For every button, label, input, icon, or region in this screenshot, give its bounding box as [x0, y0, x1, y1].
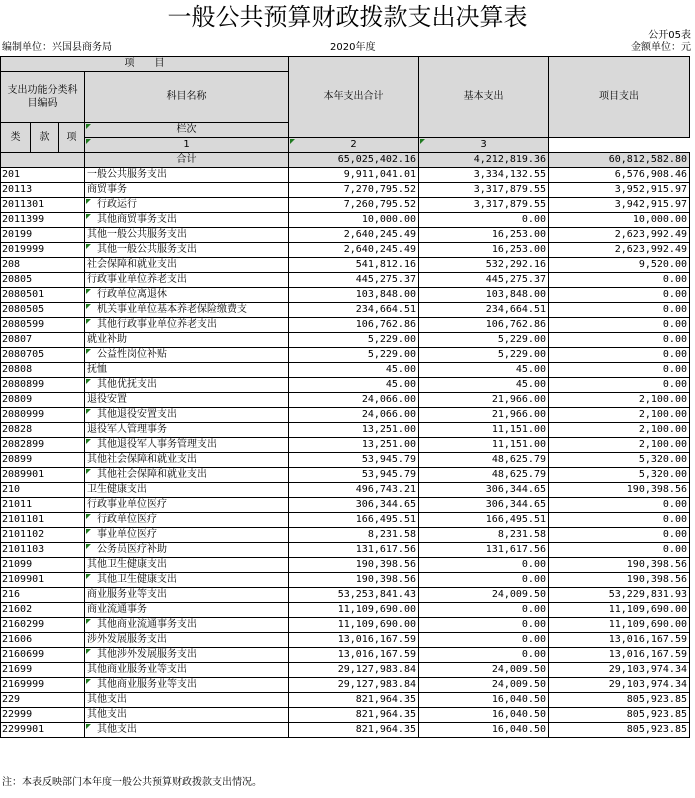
- table-row: [1, 468, 690, 483]
- header-xiang: 项: [59, 123, 85, 153]
- row-project: 2,100.00: [549, 438, 690, 453]
- row-basic: 16,253.00: [419, 243, 549, 258]
- header-subject-name: 科目名称: [85, 72, 289, 123]
- row-code: 20808: [1, 363, 85, 378]
- compiling-unit: 编制单位：兴国县商务局: [2, 42, 112, 53]
- table-row: [1, 453, 690, 468]
- table-row: [1, 333, 690, 348]
- row-subject-name: 其他行政事业单位养老支出: [85, 318, 289, 333]
- row-project: 3,952,915.97: [549, 183, 690, 198]
- row-total: 7,270,795.52: [289, 183, 419, 198]
- row-code: 210: [1, 483, 85, 498]
- header-col3-number: 3: [419, 138, 549, 153]
- row-code: 22999: [1, 708, 85, 723]
- row-total: 5,229.00: [289, 348, 419, 363]
- row-basic: 0.00: [419, 573, 549, 588]
- header-lei: 类: [1, 123, 31, 153]
- row-basic: 0.00: [419, 618, 549, 633]
- row-total: 5,229.00: [289, 333, 419, 348]
- row-project: 0.00: [549, 318, 690, 333]
- row-subject-name: 事业单位医疗: [85, 528, 289, 543]
- row-code: 21606: [1, 633, 85, 648]
- table-row: [1, 378, 690, 393]
- row-total: 10,000.00: [289, 213, 419, 228]
- row-project: 0.00: [549, 288, 690, 303]
- row-project: 0.00: [549, 333, 690, 348]
- table-row: [1, 723, 690, 738]
- header-kuan: 款: [31, 123, 59, 153]
- row-subject-name: 社会保障和就业支出: [85, 258, 289, 273]
- table-row: [1, 528, 690, 543]
- row-subject-name: 抚恤: [85, 363, 289, 378]
- row-code: 2080705: [1, 348, 85, 363]
- row-subject-name: 其他支出: [85, 693, 289, 708]
- row-project: 5,320.00: [549, 468, 690, 483]
- table-row: [1, 318, 690, 333]
- row-basic: 234,664.51: [419, 303, 549, 318]
- row-subject-name: 一般公共服务支出: [85, 168, 289, 183]
- row-total: 29,127,983.84: [289, 678, 419, 693]
- table-row: [1, 423, 690, 438]
- row-total: 106,762.86: [289, 318, 419, 333]
- row-subject-name: 行政运行: [85, 198, 289, 213]
- row-total: 2,640,245.49: [289, 243, 419, 258]
- row-project: 29,103,974.34: [549, 663, 690, 678]
- row-project: 2,100.00: [549, 393, 690, 408]
- header-col1-number: 1: [85, 138, 289, 153]
- table-row: [1, 633, 690, 648]
- row-basic: 445,275.37: [419, 273, 549, 288]
- table-row: [1, 483, 690, 498]
- row-code: 21011: [1, 498, 85, 513]
- row-total: 13,016,167.59: [289, 633, 419, 648]
- row-code: 2101101: [1, 513, 85, 528]
- row-basic: 24,009.50: [419, 678, 549, 693]
- row-subject-name: 其他商业服务业等支出: [85, 663, 289, 678]
- row-basic: 24,009.50: [419, 663, 549, 678]
- table-row: [1, 228, 690, 243]
- row-project: 29,103,974.34: [549, 678, 690, 693]
- row-basic: 16,253.00: [419, 228, 549, 243]
- row-total: 53,945.79: [289, 453, 419, 468]
- row-project: 2,623,992.49: [549, 243, 690, 258]
- row-code: 21099: [1, 558, 85, 573]
- row-basic: 306,344.65: [419, 498, 549, 513]
- row-basic: 0.00: [419, 558, 549, 573]
- row-basic: 106,762.86: [419, 318, 549, 333]
- table-row: [1, 558, 690, 573]
- row-subject-name: 公益性岗位补贴: [85, 348, 289, 363]
- row-basic: 131,617.56: [419, 543, 549, 558]
- row-subject-name: 其他商业流通事务支出: [85, 618, 289, 633]
- row-code: 2169999: [1, 678, 85, 693]
- row-total: 13,251.00: [289, 423, 419, 438]
- row-project: 190,398.56: [549, 558, 690, 573]
- header-col-basic: 基本支出: [419, 57, 549, 138]
- row-project: 9,520.00: [549, 258, 690, 273]
- header-col-project: 项目支出: [549, 57, 690, 138]
- row-code: 20899: [1, 453, 85, 468]
- row-subject-name: 其他商贸事务支出: [85, 213, 289, 228]
- header-col2-number: 2: [289, 138, 419, 153]
- row-total: 131,617.56: [289, 543, 419, 558]
- table-row: [1, 363, 690, 378]
- row-code: 2011301: [1, 198, 85, 213]
- row-code: 2089901: [1, 468, 85, 483]
- row-code: 2080505: [1, 303, 85, 318]
- row-subject-name: 其他涉外发展服务支出: [85, 648, 289, 663]
- table-row: [1, 498, 690, 513]
- row-basic: 24,009.50: [419, 588, 549, 603]
- row-subject-name: 其他一般公共服务支出: [85, 243, 289, 258]
- row-project: 10,000.00: [549, 213, 690, 228]
- header-lanci: 栏次: [85, 123, 289, 138]
- row-total: 541,812.16: [289, 258, 419, 273]
- row-basic: 166,495.51: [419, 513, 549, 528]
- row-code: 20199: [1, 228, 85, 243]
- row-subject-name: 退役安置: [85, 393, 289, 408]
- table-row: [1, 648, 690, 663]
- table-row: [1, 678, 690, 693]
- row-total: 234,664.51: [289, 303, 419, 318]
- report-year: 2020年度: [330, 42, 376, 53]
- row-total: 53,253,841.43: [289, 588, 419, 603]
- table-row: [1, 258, 690, 273]
- table-row: [1, 168, 690, 183]
- row-basic: 45.00: [419, 363, 549, 378]
- table-row: [1, 708, 690, 723]
- row-code: 20805: [1, 273, 85, 288]
- row-basic: 5,229.00: [419, 333, 549, 348]
- row-basic: 48,625.79: [419, 453, 549, 468]
- row-subject-name: 卫生健康支出: [85, 483, 289, 498]
- row-code: 2160699: [1, 648, 85, 663]
- row-total: 45.00: [289, 363, 419, 378]
- row-basic: 306,344.65: [419, 483, 549, 498]
- total-label: 合计: [85, 153, 289, 168]
- row-basic: 21,966.00: [419, 393, 549, 408]
- row-project: 11,109,690.00: [549, 618, 690, 633]
- row-project: 0.00: [549, 273, 690, 288]
- row-total: 166,495.51: [289, 513, 419, 528]
- row-project: 2,100.00: [549, 423, 690, 438]
- total-project: 60,812,582.80: [549, 153, 690, 168]
- row-code: 2109901: [1, 573, 85, 588]
- form-code: 公开05表: [648, 30, 691, 41]
- row-basic: 5,229.00: [419, 348, 549, 363]
- row-total: 13,016,167.59: [289, 648, 419, 663]
- row-total: 11,109,690.00: [289, 603, 419, 618]
- row-total: 190,398.56: [289, 558, 419, 573]
- row-subject-name: 其他支出: [85, 723, 289, 738]
- row-project: 0.00: [549, 363, 690, 378]
- row-code: 201: [1, 168, 85, 183]
- row-subject-name: 机关事业单位基本养老保险缴费支: [85, 303, 289, 318]
- row-total: 821,964.35: [289, 693, 419, 708]
- row-total: 45.00: [289, 378, 419, 393]
- row-total: 24,066.00: [289, 408, 419, 423]
- row-project: 5,320.00: [549, 453, 690, 468]
- row-code: 2299901: [1, 723, 85, 738]
- row-total: 7,260,795.52: [289, 198, 419, 213]
- table-row: [1, 693, 690, 708]
- row-subject-name: 其他退役军人事务管理支出: [85, 438, 289, 453]
- row-project: 190,398.56: [549, 573, 690, 588]
- row-code: 229: [1, 693, 85, 708]
- row-subject-name: 行政单位离退休: [85, 288, 289, 303]
- row-subject-name: 商贸事务: [85, 183, 289, 198]
- row-basic: 11,151.00: [419, 438, 549, 453]
- row-subject-name: 公务员医疗补助: [85, 543, 289, 558]
- row-basic: 3,317,879.55: [419, 183, 549, 198]
- header-col-total: 本年支出合计: [289, 57, 419, 138]
- row-project: 2,100.00: [549, 408, 690, 423]
- row-subject-name: 商业服务业等支出: [85, 588, 289, 603]
- total-basic: 4,212,819.36: [419, 153, 549, 168]
- row-basic: 3,334,132.55: [419, 168, 549, 183]
- table-note: 注：本表反映部门本年度一般公共预算财政拨款支出情况。: [2, 777, 262, 788]
- row-subject-name: 其他社会保障和就业支出: [85, 468, 289, 483]
- row-subject-name: 其他商业服务业等支出: [85, 678, 289, 693]
- row-basic: 45.00: [419, 378, 549, 393]
- row-code: 2101102: [1, 528, 85, 543]
- row-total: 821,964.35: [289, 708, 419, 723]
- table-row: [1, 408, 690, 423]
- row-code: 20809: [1, 393, 85, 408]
- row-project: 0.00: [549, 513, 690, 528]
- table-row: [1, 243, 690, 258]
- expenditure-table: [0, 56, 690, 738]
- row-project: 0.00: [549, 543, 690, 558]
- row-basic: 103,848.00: [419, 288, 549, 303]
- row-project: 53,229,831.93: [549, 588, 690, 603]
- row-subject-name: 其他卫生健康支出: [85, 558, 289, 573]
- row-basic: 0.00: [419, 603, 549, 618]
- table-row: [1, 573, 690, 588]
- row-project: 0.00: [549, 303, 690, 318]
- table-row: [1, 513, 690, 528]
- table-row: [1, 603, 690, 618]
- row-project: 13,016,167.59: [549, 633, 690, 648]
- table-row: [1, 393, 690, 408]
- row-subject-name: 商业流通事务: [85, 603, 289, 618]
- row-code: 2011399: [1, 213, 85, 228]
- row-subject-name: 行政事业单位养老支出: [85, 273, 289, 288]
- row-basic: 0.00: [419, 213, 549, 228]
- row-subject-name: 其他优抚支出: [85, 378, 289, 393]
- row-total: 445,275.37: [289, 273, 419, 288]
- row-code: 216: [1, 588, 85, 603]
- row-subject-name: 其他退役安置支出: [85, 408, 289, 423]
- header-func-class: 支出功能分类科目编码: [1, 72, 85, 123]
- row-project: 0.00: [549, 348, 690, 363]
- row-subject-name: 其他一般公共服务支出: [85, 228, 289, 243]
- table-row: [1, 273, 690, 288]
- row-total: 13,251.00: [289, 438, 419, 453]
- row-total: 190,398.56: [289, 573, 419, 588]
- row-code: 2080899: [1, 378, 85, 393]
- row-total: 2,640,245.49: [289, 228, 419, 243]
- row-project: 3,942,915.97: [549, 198, 690, 213]
- table-row: [1, 438, 690, 453]
- table-row: [1, 588, 690, 603]
- row-code: 20828: [1, 423, 85, 438]
- row-total: 11,109,690.00: [289, 618, 419, 633]
- row-basic: 0.00: [419, 633, 549, 648]
- table-row: [1, 288, 690, 303]
- table-row: [1, 663, 690, 678]
- row-project: 805,923.85: [549, 723, 690, 738]
- row-project: 11,109,690.00: [549, 603, 690, 618]
- total-code-cell: [1, 153, 85, 168]
- row-basic: 8,231.58: [419, 528, 549, 543]
- row-project: 0.00: [549, 498, 690, 513]
- money-unit: 金额单位：元: [631, 42, 691, 53]
- table-row: [1, 183, 690, 198]
- row-basic: 16,040.50: [419, 693, 549, 708]
- table-row: [1, 543, 690, 558]
- row-basic: 16,040.50: [419, 708, 549, 723]
- row-total: 24,066.00: [289, 393, 419, 408]
- row-code: 2160299: [1, 618, 85, 633]
- row-code: 2082899: [1, 438, 85, 453]
- row-total: 8,231.58: [289, 528, 419, 543]
- row-basic: 532,292.16: [419, 258, 549, 273]
- row-code: 2080999: [1, 408, 85, 423]
- row-project: 0.00: [549, 528, 690, 543]
- row-subject-name: 其他卫生健康支出: [85, 573, 289, 588]
- row-code: 2101103: [1, 543, 85, 558]
- row-basic: 11,151.00: [419, 423, 549, 438]
- total-sum: 65,025,402.16: [289, 153, 419, 168]
- table-row: [1, 618, 690, 633]
- report-title: 一般公共预算财政拨款支出决算表: [167, 3, 528, 31]
- table-row: [1, 348, 690, 363]
- row-total: 9,911,041.01: [289, 168, 419, 183]
- row-code: 208: [1, 258, 85, 273]
- row-subject-name: 涉外发展服务支出: [85, 633, 289, 648]
- row-code: 20807: [1, 333, 85, 348]
- table-row: [1, 198, 690, 213]
- row-basic: 21,966.00: [419, 408, 549, 423]
- row-total: 29,127,983.84: [289, 663, 419, 678]
- row-code: 2080501: [1, 288, 85, 303]
- row-total: 821,964.35: [289, 723, 419, 738]
- row-project: 6,576,908.46: [549, 168, 690, 183]
- row-code: 2019999: [1, 243, 85, 258]
- row-total: 103,848.00: [289, 288, 419, 303]
- row-subject-name: 退役军人管理事务: [85, 423, 289, 438]
- row-total: 306,344.65: [289, 498, 419, 513]
- row-project: 13,016,167.59: [549, 648, 690, 663]
- row-code: 20113: [1, 183, 85, 198]
- row-project: 805,923.85: [549, 708, 690, 723]
- header-item: 项 目: [1, 57, 289, 72]
- row-subject-name: 行政事业单位医疗: [85, 498, 289, 513]
- row-code: 21602: [1, 603, 85, 618]
- row-project: 2,623,992.49: [549, 228, 690, 243]
- row-basic: 16,040.50: [419, 723, 549, 738]
- row-subject-name: 其他支出: [85, 708, 289, 723]
- row-project: 805,923.85: [549, 693, 690, 708]
- row-basic: 48,625.79: [419, 468, 549, 483]
- row-basic: 3,317,879.55: [419, 198, 549, 213]
- row-total: 496,743.21: [289, 483, 419, 498]
- table-row: [1, 303, 690, 318]
- row-project: 190,398.56: [549, 483, 690, 498]
- row-code: 2080599: [1, 318, 85, 333]
- table-body: [1, 168, 690, 738]
- row-subject-name: 其他社会保障和就业支出: [85, 453, 289, 468]
- row-project: 0.00: [549, 378, 690, 393]
- report-meta: [0, 41, 695, 55]
- row-subject-name: 就业补助: [85, 333, 289, 348]
- row-total: 53,945.79: [289, 468, 419, 483]
- row-basic: 0.00: [419, 648, 549, 663]
- table-row: [1, 213, 690, 228]
- row-subject-name: 行政单位医疗: [85, 513, 289, 528]
- row-code: 21699: [1, 663, 85, 678]
